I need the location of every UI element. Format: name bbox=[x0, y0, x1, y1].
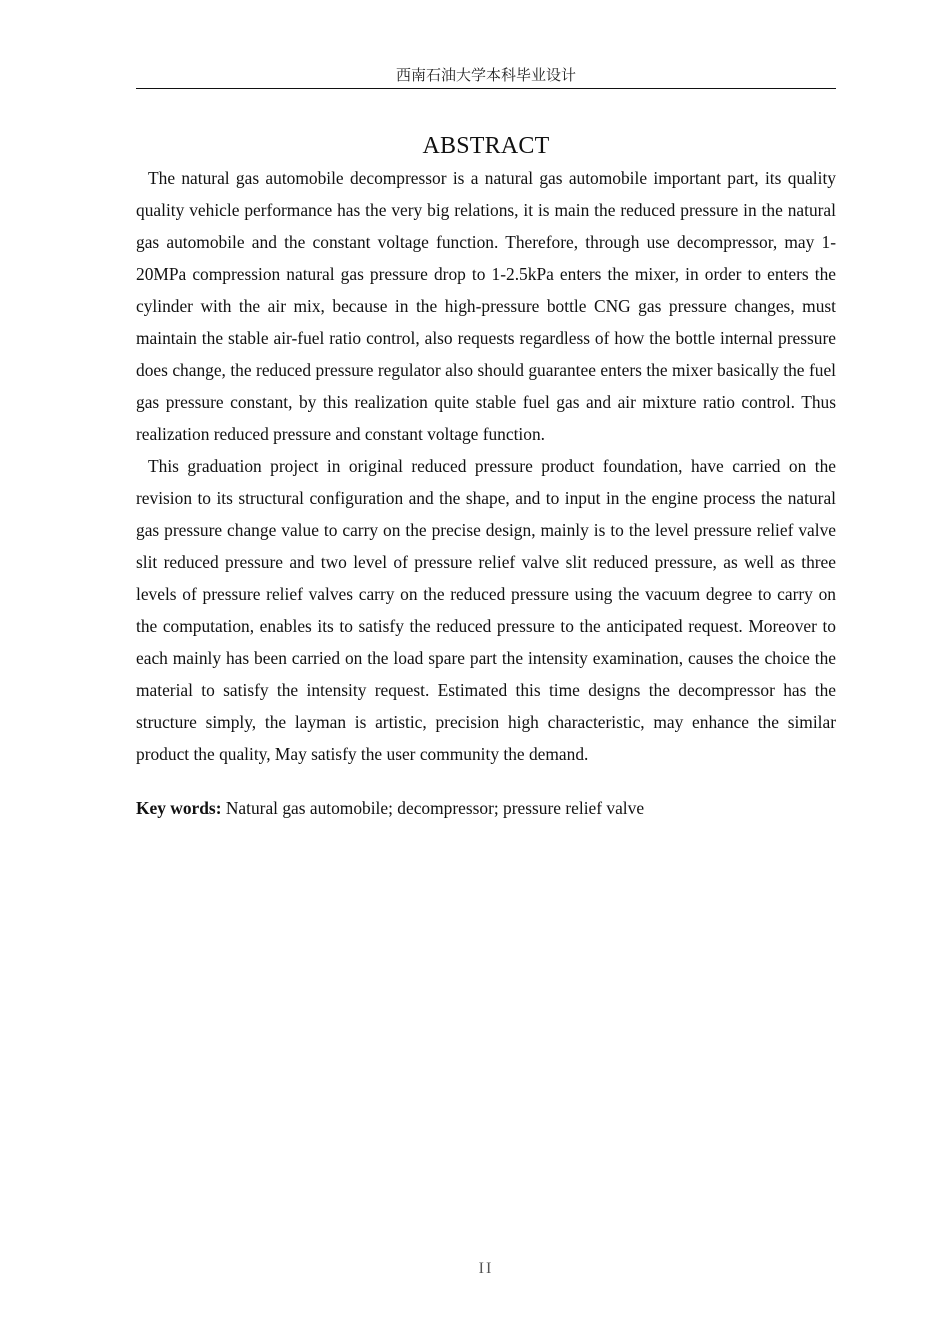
abstract-paragraph-2: This graduation project in original reduced pressure product foundation, have carried on the revision to its structural configuration and the shape, and to input in the engine process the natural gas pressure change value to carry on the precise design, mainly is to the level pressure relief valve slit reduced pressure and two level of pressure relief valve slit reduced pressure, as well as three levels of pressure relief valves carry on the reduced pressure using the vacuum degree to carry on the computation, enables its to satisfy the reduced pressure to the anticipated request. Moreover to each mainly has been carried on the load spare part the intensity examination, causes the choice the material to satisfy the intensity request. Estimated this time designs the decompressor has the structure simply, the layman is artistic, precision high characteristic, may enhance the similar product the quality, May satisfy the user community the demand. bbox=[136, 456, 836, 764]
page-number: II bbox=[478, 1260, 494, 1277]
abstract-body bbox=[136, 162, 836, 824]
keywords-line bbox=[136, 792, 836, 824]
header-rule bbox=[136, 88, 836, 89]
abstract-title: ABSTRACT bbox=[422, 133, 550, 159]
running-header: 西南石油大学本科毕业设计 bbox=[395, 68, 576, 84]
abstract-paragraph-1: The natural gas automobile decompressor is a natural gas automobile important part, its quality quality vehicle performance has the very big relations, it is main the reduced pressure in the natural gas automobile and the constant voltage function. Therefore, through use decompressor, may 1-20MPa compression natural gas pressure drop to 1-2.5kPa enters the mixer, in order to enters the cylinder with the air mix, because in the high-pressure bottle CNG gas pressure changes, must maintain the stable air-fuel ratio control, also requests regardless of how the bottle internal pressure does change, the reduced pressure regulator also should guarantee enters the mixer basically the fuel gas pressure constant, by this realization quite stable fuel gas and air mixture ratio control. Thus realization reduced pressure and constant voltage function. bbox=[136, 168, 836, 444]
keywords-text: Natural gas automobile; decompressor; pressure relief valve bbox=[221, 798, 645, 818]
keywords-label: Key words: bbox=[136, 798, 222, 818]
